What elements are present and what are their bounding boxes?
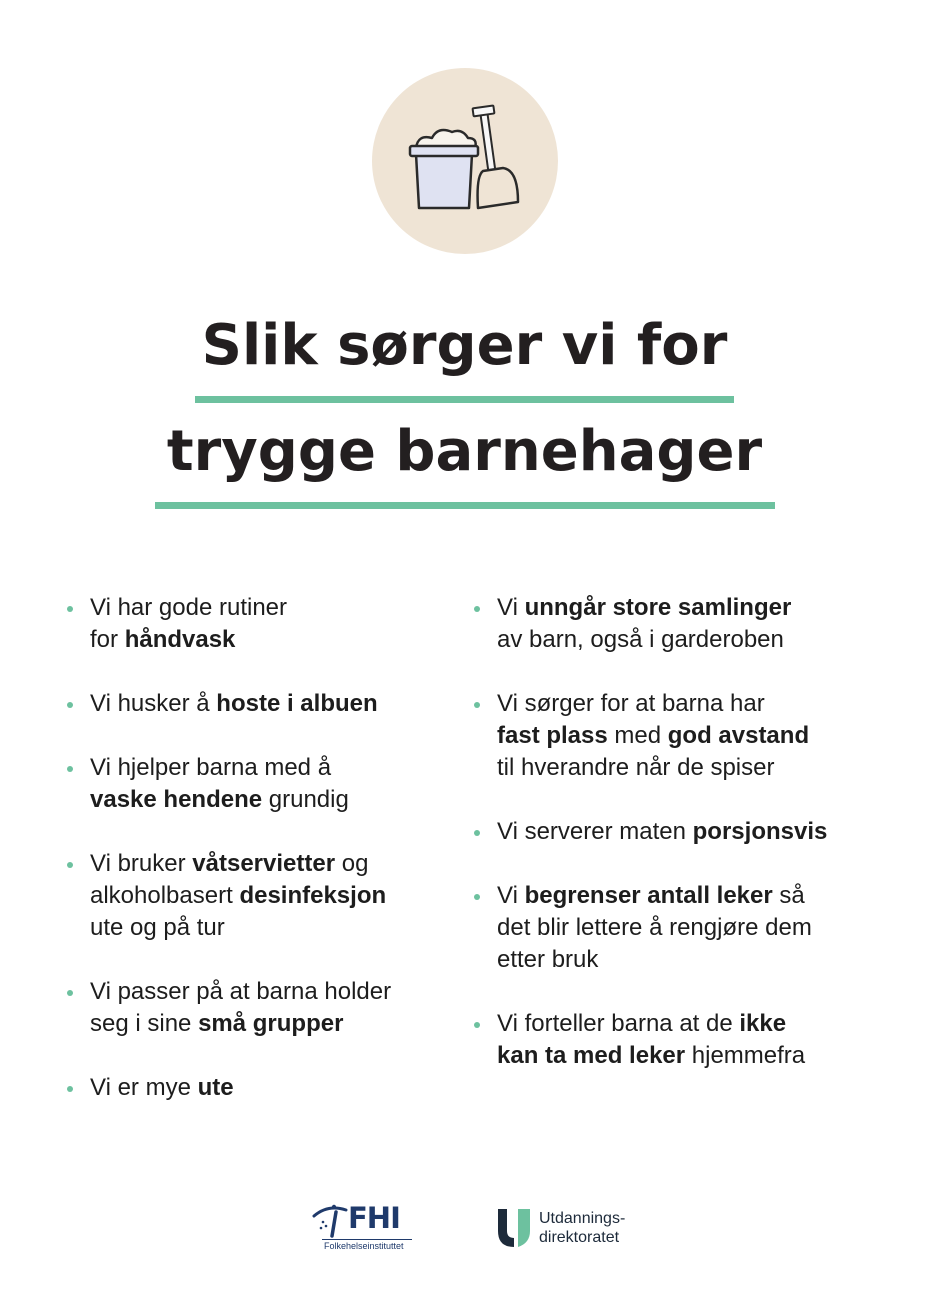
list-item-text bbox=[497, 1010, 805, 1069]
list-item-text bbox=[497, 882, 812, 973]
bullet-icon bbox=[474, 702, 480, 708]
list-item bbox=[473, 1008, 873, 1072]
emphasis-text: håndvask bbox=[124, 626, 236, 653]
plain-text: Vi husker å bbox=[90, 690, 217, 717]
plain-text: Vi bbox=[497, 594, 525, 621]
plain-text: grundig bbox=[262, 786, 349, 813]
emphasis-text: god avstand bbox=[667, 722, 810, 749]
fhi-subtitle: Folkehelseinstituttet bbox=[324, 1241, 404, 1251]
plain-text: og bbox=[335, 850, 369, 877]
udir-wordmark bbox=[539, 1209, 625, 1247]
list-item-text bbox=[90, 754, 349, 813]
list-item-text bbox=[497, 594, 791, 653]
plain-text: med bbox=[607, 722, 668, 749]
list-item-text bbox=[90, 978, 391, 1037]
plain-text: Vi sørger for at barna har bbox=[497, 690, 765, 717]
fhi-wordmark: FHI bbox=[348, 1201, 400, 1235]
plain-text: av barn, også i garderoben bbox=[497, 626, 784, 653]
sand-bucket-and-shovel-icon bbox=[372, 68, 558, 254]
emphasis-text: våtservietter bbox=[192, 850, 336, 877]
fhi-logo bbox=[312, 1202, 416, 1258]
list-item-text bbox=[497, 690, 809, 781]
udir-logo bbox=[496, 1207, 656, 1251]
emphasis-text: desinfeksjon bbox=[239, 882, 387, 909]
plain-text: Vi bbox=[497, 882, 525, 909]
emphasis-text: kan ta med leker bbox=[497, 1042, 686, 1069]
title-underline bbox=[195, 396, 734, 403]
bullet-icon bbox=[474, 1022, 480, 1028]
title-underline bbox=[155, 502, 775, 509]
list-item-text bbox=[90, 1074, 234, 1101]
plain-text: etter bruk bbox=[497, 946, 599, 973]
plain-text: til hverandre når de spiser bbox=[497, 754, 775, 781]
plain-text: Vi bruker bbox=[90, 850, 193, 877]
list-item-text bbox=[90, 850, 386, 941]
udir-wordmark-line-1: Utdannings- bbox=[539, 1210, 626, 1227]
bullet-icon bbox=[67, 766, 73, 772]
plain-text: ute og på tur bbox=[90, 914, 225, 941]
plain-text: Vi forteller barna at de bbox=[497, 1010, 740, 1037]
list-item-text bbox=[90, 690, 378, 717]
bullet-icon bbox=[67, 862, 73, 868]
list-item bbox=[66, 592, 446, 656]
plain-text: Vi hjelper barna med å bbox=[90, 754, 332, 781]
plain-text: det blir lettere å rengjøre dem bbox=[497, 914, 812, 941]
emphasis-text: ute bbox=[197, 1074, 234, 1101]
udir-emblem-icon bbox=[496, 1207, 532, 1247]
list-item-text bbox=[90, 594, 287, 653]
emphasis-text: begrenser antall leker bbox=[524, 882, 773, 909]
right-rules-list bbox=[473, 592, 873, 1104]
list-item bbox=[66, 1072, 446, 1104]
bullet-icon bbox=[67, 990, 73, 996]
bullet-icon bbox=[67, 1086, 73, 1092]
emphasis-text: ikke bbox=[739, 1010, 787, 1037]
list-item bbox=[66, 848, 446, 944]
emphasis-text: fast plass bbox=[497, 722, 608, 749]
plain-text: alkoholbasert bbox=[90, 882, 240, 909]
plain-text: hjemmefra bbox=[685, 1042, 806, 1069]
fhi-emblem-icon bbox=[312, 1202, 352, 1238]
bullet-icon bbox=[474, 606, 480, 612]
list-item bbox=[473, 688, 873, 784]
list-item bbox=[66, 752, 446, 816]
bullet-icon bbox=[67, 606, 73, 612]
emphasis-text: hoste i albuen bbox=[216, 690, 378, 717]
plain-text: seg i sine bbox=[90, 1010, 199, 1037]
page-title-line-1: Slik sørger vi for bbox=[201, 313, 728, 378]
list-item bbox=[66, 688, 446, 720]
plain-text: Vi er mye bbox=[90, 1074, 198, 1101]
udir-wordmark-line-2: direktoratet bbox=[539, 1229, 620, 1246]
list-item bbox=[473, 816, 873, 848]
list-item bbox=[473, 592, 873, 656]
bullet-icon bbox=[474, 894, 480, 900]
fhi-divider bbox=[322, 1239, 412, 1240]
list-item-text bbox=[497, 818, 827, 845]
emphasis-text: vaske hendene bbox=[90, 786, 263, 813]
left-rules-list bbox=[66, 592, 446, 1136]
plain-text: for bbox=[90, 626, 125, 653]
plain-text: så bbox=[772, 882, 805, 909]
emphasis-text: unngår store samlinger bbox=[524, 594, 792, 621]
emphasis-text: porsjonsvis bbox=[692, 818, 828, 845]
plain-text: Vi passer på at barna holder bbox=[90, 978, 392, 1005]
list-item bbox=[66, 976, 446, 1040]
illustration-circle bbox=[372, 68, 558, 254]
list-item bbox=[473, 880, 873, 976]
page-title-line-2: trygge barnehager bbox=[166, 419, 763, 484]
bullet-icon bbox=[474, 830, 480, 836]
bullet-icon bbox=[67, 702, 73, 708]
plain-text: Vi serverer maten bbox=[497, 818, 693, 845]
plain-text: Vi har gode rutiner bbox=[90, 594, 288, 621]
emphasis-text: små grupper bbox=[198, 1010, 344, 1037]
